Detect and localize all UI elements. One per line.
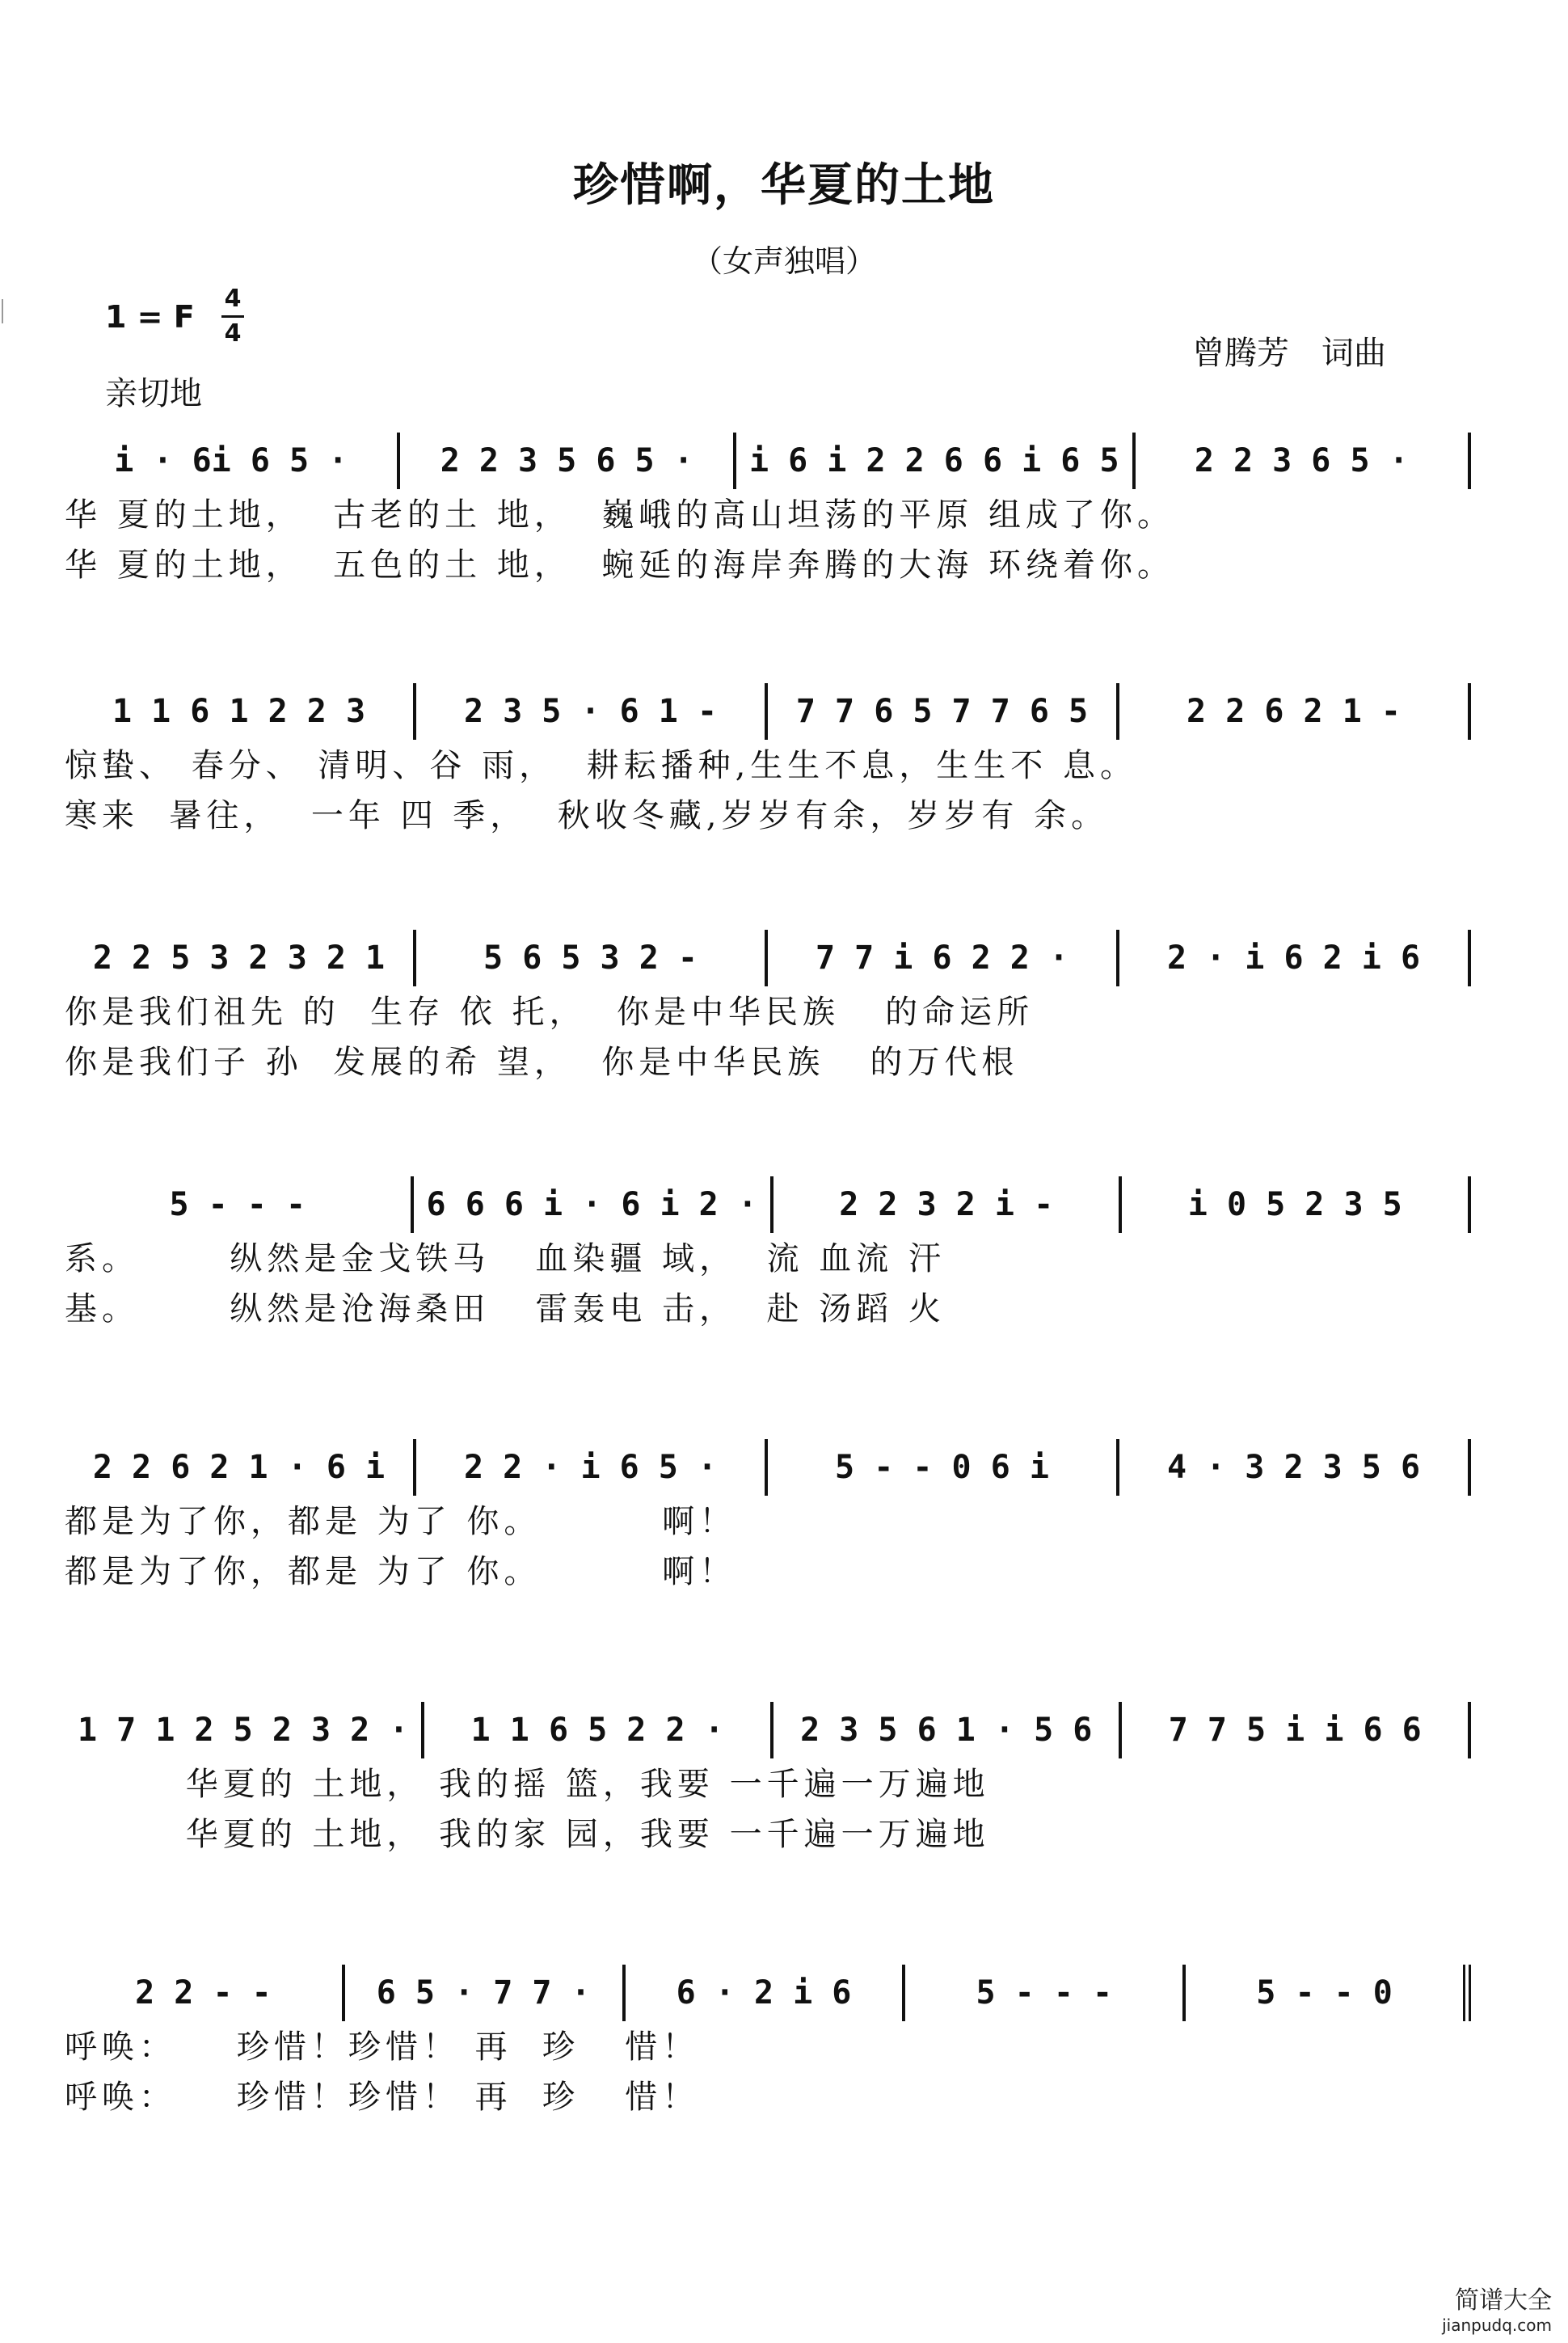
measure: 2 2 - - (135, 1974, 272, 2012)
lyrics-verse-1: 都是为了你，都是 为了 你。 啊！ (65, 1503, 737, 1540)
scan-edge-mark (2, 299, 11, 323)
measure: 2 2 3 2 i - (770, 1176, 1119, 1233)
notation-row (65, 683, 1471, 740)
score-system-5 (65, 1439, 1471, 1596)
measure: 1 1 6 5 2 2 · (421, 1702, 770, 1758)
score-system-2 (65, 683, 1471, 840)
time-signature (217, 285, 249, 348)
lyrics-verse-2: 华 夏的土地， 五色的土 地， 蜿延的海岸奔腾的大海 环绕着你。 (65, 547, 1175, 584)
time-signature-bottom: 4 (224, 319, 242, 348)
watermark-logo-text: 简谱大全 (1455, 2286, 1552, 2315)
lyrics-verse-1: 华 夏的土地， 古老的土 地， 巍峨的高山坦荡的平原 组成了你。 (65, 496, 1175, 534)
lyrics-verse-2: 呼唤： 珍惜！珍惜！ 再 珍 惜！ (65, 2079, 700, 2116)
measure: 1 1 6 1 2 2 3 (112, 693, 366, 730)
song-title: 珍惜啊，华夏的土地 (573, 158, 995, 212)
notation-row (65, 433, 1471, 489)
measure: 2 2 3 5 6 5 · (397, 433, 732, 489)
lyrics-verse-2: 基。 纵然是沧海桑田 雷轰电 击， 赴 汤蹈 火 (65, 1290, 946, 1328)
measure: 7 7 i 6 2 2 · (765, 930, 1116, 986)
notation-row (65, 1176, 1471, 1233)
lyrics-verse-2: 你是我们子 孙 发展的希 望， 你是中华民族 的万代根 (65, 1044, 1019, 1081)
measure: 6 · 2 i 6 (622, 1965, 903, 2021)
score-system-3 (65, 930, 1471, 1087)
lyrics-verse-1: 系。 纵然是金戈铁马 血染疆 域， 流 血流 汗 (65, 1240, 946, 1277)
score-system-1 (65, 433, 1471, 589)
measure: 5 - - - (902, 1965, 1182, 2021)
lyrics-verse-1: 华夏的 土地， 我的摇 篮，我要 一千遍一万遍地 (65, 1766, 990, 1803)
measure: 2 3 5 6 1 · 5 6 (770, 1702, 1119, 1758)
measure: 4 · 3 2 3 5 6 (1116, 1439, 1471, 1496)
measure: 2 · i 6 2 i 6 (1116, 930, 1471, 986)
measure: 2 2 6 2 1 - (1116, 683, 1471, 740)
measure: i 6 i 2 2 6 6 i 6 5 (733, 433, 1132, 489)
measure: 6 5 · 7 7 · (342, 1965, 622, 2021)
measure: i · 6i 6 5 · (114, 442, 348, 479)
time-signature-line (221, 315, 244, 318)
measure: 2 2 5 3 2 3 2 1 (92, 939, 386, 977)
watermark-url: jianpudq.com (1442, 2316, 1552, 2335)
measure: 5 - - 0 6 i (765, 1439, 1116, 1496)
measure: 2 2 3 6 5 · (1132, 433, 1471, 489)
score-system-6 (65, 1702, 1471, 1859)
site-watermark (1390, 2280, 1552, 2337)
song-subtitle: （女声独唱） (691, 243, 876, 279)
lyrics-verse-2: 华夏的 土地， 我的家 园，我要 一千遍一万遍地 (65, 1816, 990, 1853)
measure: i 0 5 2 3 5 (1119, 1176, 1471, 1233)
measure: 5 - - - (169, 1186, 306, 1223)
notation-row (65, 1702, 1471, 1758)
lyrics-verse-2: 都是为了你，都是 为了 你。 啊！ (65, 1553, 737, 1590)
notation-row (65, 1965, 1471, 2021)
measure: 5 6 5 3 2 - (413, 930, 765, 986)
measure-final-repeat: 5 - - 0 (1182, 1965, 1471, 2021)
lyrics-verse-2: 寒来 暑往， 一年 四 季， 秋收冬藏,岁岁有余，岁岁有 余。 (65, 797, 1109, 834)
key-signature: 1 = F (105, 299, 195, 335)
lyrics-verse-1: 呼唤： 珍惜！珍惜！ 再 珍 惜！ (65, 2028, 700, 2066)
measure: 7 7 5 i i 6 6 (1119, 1702, 1471, 1758)
measure: 7 7 6 5 7 7 6 5 (765, 683, 1116, 740)
lyrics-verse-1: 你是我们祖先 的 生存 依 托， 你是中华民族 的命运所 (65, 994, 1035, 1031)
measure: 2 2 · i 6 5 · (413, 1439, 765, 1496)
composer-credit: 曾腾芳 词曲 (1192, 335, 1386, 372)
measure: 2 2 6 2 1 · 6 i (92, 1449, 386, 1486)
score-system-7 (65, 1965, 1471, 2121)
time-signature-top: 4 (224, 285, 242, 313)
measure: 2 3 5 · 6 1 - (413, 683, 765, 740)
measure: 6 6 6 i · 6 i 2 · (411, 1176, 770, 1233)
tempo-marking: 亲切地 (105, 375, 202, 412)
notation-row (65, 930, 1471, 986)
lyrics-verse-1: 惊蛰、 春分、 清明、谷 雨， 耕耘播种,生生不息，生生不 息。 (65, 747, 1138, 784)
notation-row (65, 1439, 1471, 1496)
score-system-4 (65, 1176, 1471, 1333)
measure: 1 7 1 2 5 2 3 2 · (78, 1712, 409, 1749)
